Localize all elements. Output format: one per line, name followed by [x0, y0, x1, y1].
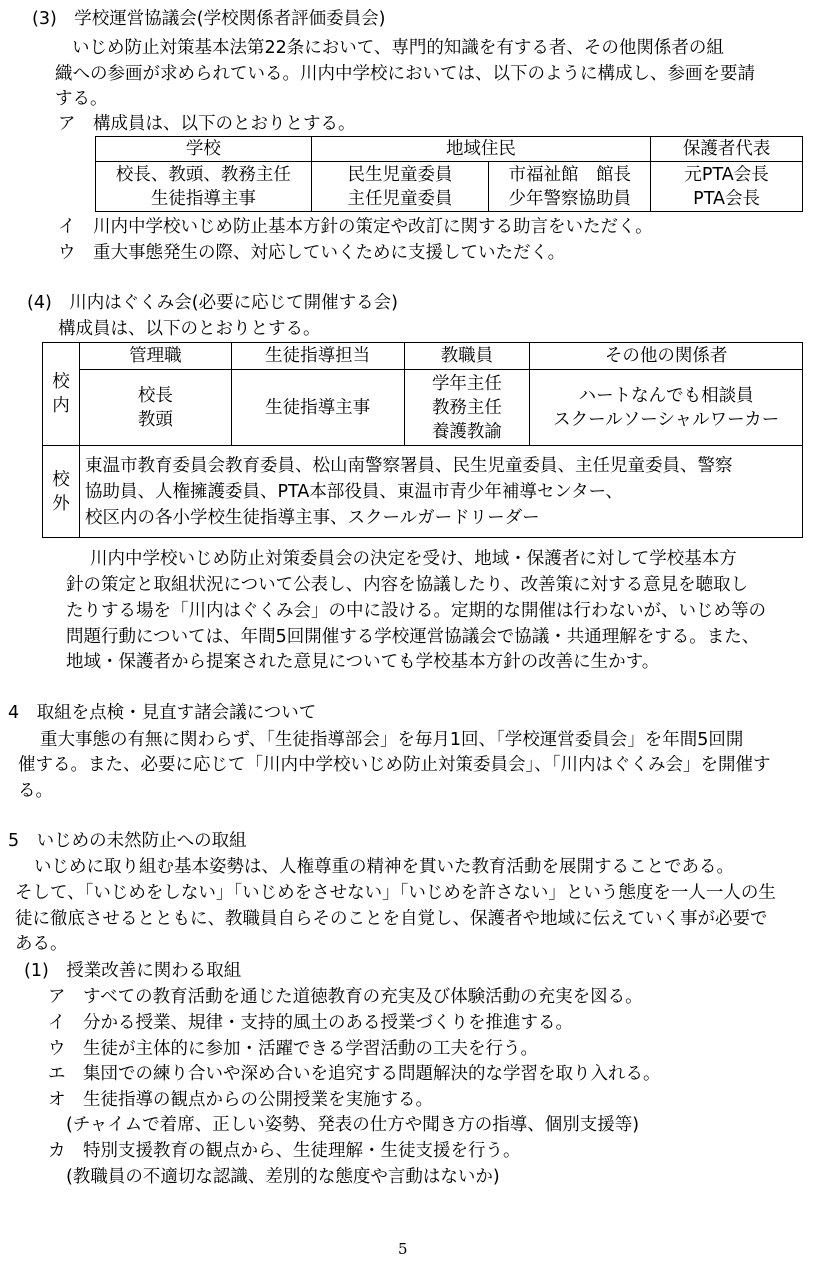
- local-members-cell: 民生児童委員 主任児童委員: [311, 162, 489, 212]
- list-item: オ 生徒指導の観点からの公開授業を実施する。: [48, 1090, 433, 1110]
- header-parent-rep: 保護者代表: [651, 137, 803, 162]
- guidance-cell: 生徒指導主事: [231, 370, 404, 446]
- header-other: その他の関係者: [530, 343, 803, 370]
- list-item: イ 分かる授業、規律・支持的風土のある授業づくりを推進する。: [48, 1013, 573, 1033]
- page-number: 5: [398, 1240, 408, 1258]
- list-item: エ 集団での練り合いや深め合いを追究する問題解決的な学習を取り入れる。: [48, 1064, 661, 1084]
- chapter-5-para-line: いじめに取り組む基本姿勢は、人権尊重の精神を貫いた教育活動を展開することである。: [34, 857, 734, 877]
- list-item: ウ 生徒が主体的に参加・活躍できる学習活動の工夫を行う。: [48, 1039, 538, 1059]
- section-4-heading: (4) 川内はぐくみ会(必要に応じて開催する会): [27, 293, 398, 313]
- outer-label: 校 外: [43, 446, 80, 538]
- local-members-cell: 市福祉館 館長 少年警察協助員: [489, 162, 651, 212]
- parent-members-cell: 元PTA会長 PTA会長: [651, 162, 803, 212]
- outer-members-cell: 東温市教育委員会教育委員、松山南警察署員、民生児童委員、主任児童委員、警察 協助員、人権擁護委員、PTA本部役員、東温市青少年補導センター、 校区内の各小学校生徒指導主事、スクールガードリーダー: [79, 446, 802, 538]
- school-members-cell: 校長、教頭、教務主任 生徒指導主事: [96, 162, 312, 212]
- list-item-note: (チャイムで着席、正しい姿勢、発表の仕方や聞き方の指導、個別支援等): [66, 1115, 640, 1135]
- chapter-4-para-line: 重大事態の有無に関わらず、「生徒指導部会」を毎月1回、「学校運営委員会」を年間5回開: [40, 730, 744, 750]
- section-4-para-line: 問題行動については、年間5回開催する学校運営協議会で協議・共通理解をする。また、: [66, 627, 760, 647]
- section-4-para-line: 針の策定と取組状況について公表し、内容を協議したり、改善策に対する意見を聴取し: [66, 575, 749, 595]
- list-item: カ 特別支援教育の観点から、生徒理解・生徒支援を行う。: [48, 1141, 521, 1161]
- staff-cell: 学年主任 教務主任 養護教諭: [404, 370, 530, 446]
- header-guidance: 生徒指導担当: [231, 343, 404, 370]
- section-3-heading: (3) 学校運営協議会(学校関係者評価委員会): [32, 9, 386, 29]
- chapter-5-para-line: ある。: [15, 934, 68, 954]
- list-item-note: (教職員の不適切な認識、差別的な態度や言動はないか): [66, 1167, 500, 1187]
- header-local-residents: 地域住民: [311, 137, 651, 162]
- chapter-5-heading: 5 いじめの未然防止への取組: [8, 831, 247, 851]
- section-4-para-line: たりする場を「川内はぐくみ会」の中に設ける。定期的な開催は行わないが、いじめ等の: [66, 601, 766, 621]
- chapter-5-para-line: 徒に徹底させるとともに、教職員自らそのことを自覚し、保護者や地域に伝えていく事が必要で: [15, 909, 768, 929]
- chapter-4-heading: 4 取組を点検・見直す諸会議について: [8, 703, 317, 723]
- hagukumi-members-table: [42, 342, 803, 538]
- header-school: 学校: [96, 137, 312, 162]
- section-4-para-line: 川内中学校いじめ防止対策委員会の決定を受け、地域・保護者に対して学校基本方: [90, 549, 737, 569]
- subsection-1-heading: (1) 授業改善に関わる取組: [24, 961, 242, 981]
- chapter-4-para-line: る。: [18, 781, 53, 801]
- section-3-para-line: 織への参画が求められている。川内中学校においては、以下のように構成し、参画を要請: [55, 64, 755, 84]
- section-3-para-line: いじめ防止対策基本法第22条において、専門的知識を有する者、その他関係者の組: [72, 38, 724, 58]
- section-4-para-line: 地域・保護者から提案された意見についても学校基本方針の改善に生かす。: [66, 652, 660, 672]
- section-3-para-line: する。: [55, 89, 108, 109]
- chapter-4-para-line: 催する。また、必要に応じて「川内中学校いじめ防止対策委員会」、「川内はぐくみ会」を開催す: [18, 755, 771, 775]
- section-3-item-u: ウ 重大事態発生の際、対応していくために支援していただく。: [58, 243, 566, 263]
- inner-label: 校 内: [43, 343, 80, 446]
- chapter-5-para-line: そして、「いじめをしない」「いじめをさせない」「いじめを許さない」という態度を一人一人の生: [15, 883, 776, 903]
- admin-cell: 校長 教頭: [79, 370, 231, 446]
- other-cell: ハートなんでも相談員 スクールソーシャルワーカー: [530, 370, 803, 446]
- header-staff: 教職員: [404, 343, 530, 370]
- header-admin: 管理職: [79, 343, 231, 370]
- section-4-intro: 構成員は、以下のとおりとする。: [58, 319, 321, 339]
- section-3-item-a: ア 構成員は、以下のとおりとする。: [58, 114, 356, 134]
- section-3-item-i: イ 川内中学校いじめ防止基本方針の策定や改訂に関する助言をいただく。: [58, 217, 653, 237]
- list-item: ア すべての教育活動を通じた道徳教育の充実及び体験活動の充実を図る。: [48, 987, 643, 1007]
- council-members-table: [95, 136, 803, 212]
